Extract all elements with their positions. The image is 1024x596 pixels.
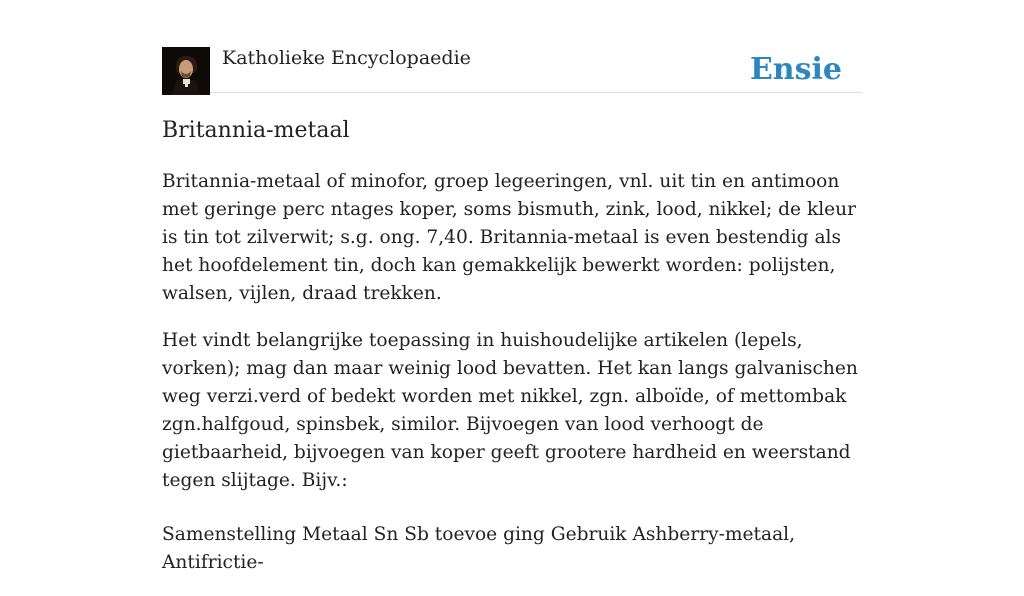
brand-logo[interactable]: Ensie xyxy=(749,52,842,87)
article-title: Britannia-metaal xyxy=(162,118,350,143)
article-paragraph: Samenstelling Metaal Sn Sb toevoe ging Gebruik Ashberry-metaal, Antifrictie- xyxy=(162,524,796,573)
site-name[interactable]: Katholieke Encyclopaedie xyxy=(222,47,471,69)
site-header xyxy=(162,46,862,93)
portrait-avatar-icon[interactable] xyxy=(162,47,210,95)
article-paragraph: Britannia-metaal of minofor, groep legeeringen, vnl. uit tin en antimoon met geringe perc ntages koper, soms bismuth, zink, lood, nikkel; de kleur is tin tot zilverwit; s.g. ong. 7,40. Britannia-metaal is even bestendig als het hoofdelement tin, doch kan gemakkelijk bewerkt worden: polijsten, walsen, vijlen, draad trekken. xyxy=(162,171,857,304)
article-body xyxy=(162,168,867,596)
article-paragraph: Het vindt belangrijke toepassing in huishoudelijke artikelen (lepels, vorken); mag dan maar weinig lood bevatten. Het kan langs galvanischen weg verzi.verd of bedekt worden met nikkel, zgn. alboïde, of mettombak zgn.halfgoud, spinsbek, similor. Bijvoegen van lood verhoogt de gietbaarheid, bijvoegen van koper geeft grootere hardheid en weerstand tegen slijtage. Bijv.: xyxy=(162,330,858,491)
